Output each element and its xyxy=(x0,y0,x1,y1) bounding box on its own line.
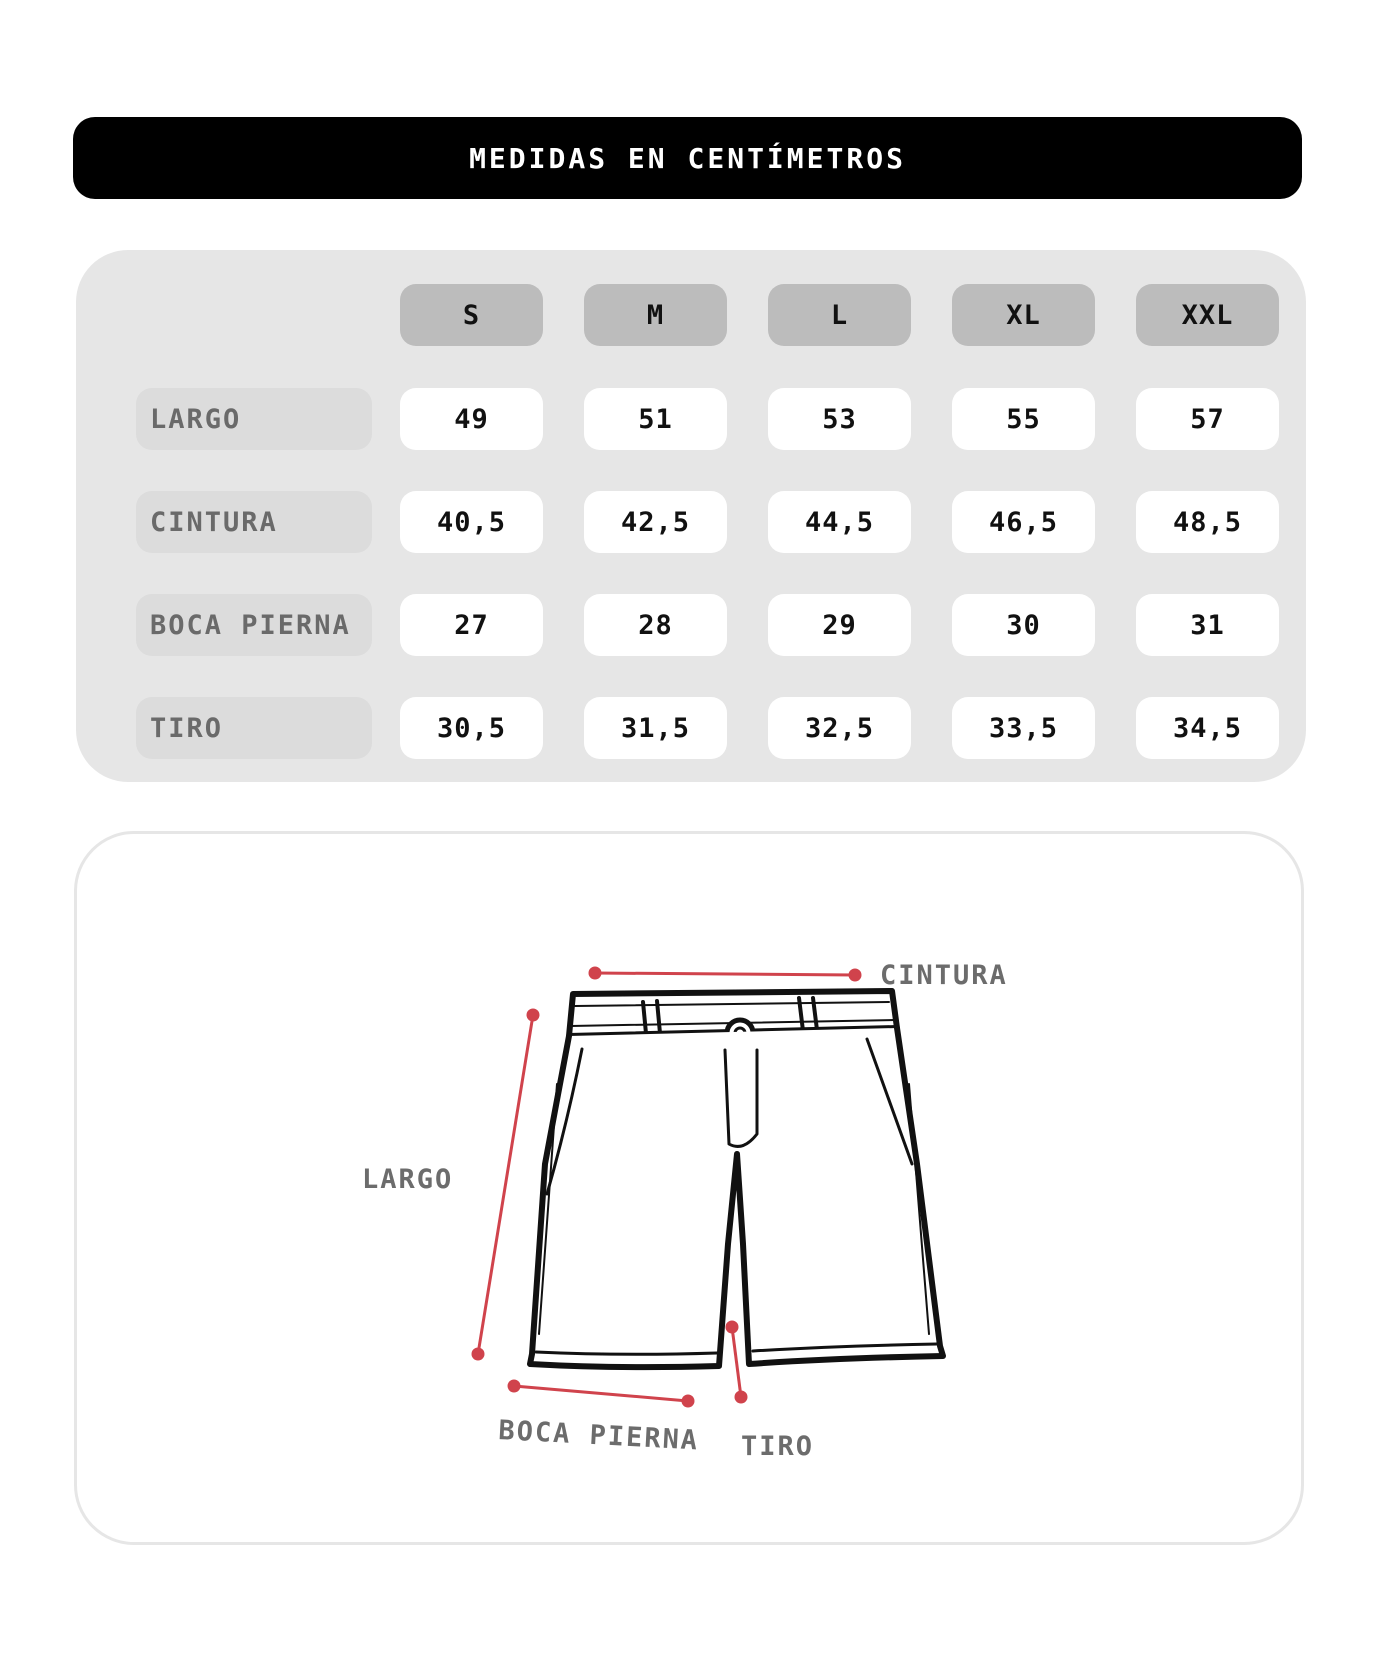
table-cell: 34,5 xyxy=(1136,697,1279,759)
table-cell: 49 xyxy=(400,388,543,450)
measurement-diagram xyxy=(74,831,1304,1545)
size-header-s: S xyxy=(400,284,543,346)
row-label-largo: LARGO xyxy=(136,388,372,450)
table-cell: 44,5 xyxy=(768,491,911,553)
size-header-l: L xyxy=(768,284,911,346)
row-label-cintura: CINTURA xyxy=(136,491,372,553)
table-cell: 46,5 xyxy=(952,491,1095,553)
table-cell: 31,5 xyxy=(584,697,727,759)
table-cell: 32,5 xyxy=(768,697,911,759)
table-cell: 42,5 xyxy=(584,491,727,553)
diagram-label-tiro: TIRO xyxy=(741,1431,815,1462)
table-cell: 33,5 xyxy=(952,697,1095,759)
measure-line-largo xyxy=(473,1010,538,1359)
size-header-m: M xyxy=(584,284,727,346)
table-cell: 30,5 xyxy=(400,697,543,759)
table-cell: 28 xyxy=(584,594,727,656)
diagram-label-boca-pierna: BOCA PIERNA xyxy=(497,1415,700,1457)
measure-line-boca-pierna xyxy=(509,1381,693,1406)
table-cell: 29 xyxy=(768,594,911,656)
table-cell: 48,5 xyxy=(1136,491,1279,553)
measure-line-tiro xyxy=(727,1322,746,1402)
shorts-icon xyxy=(530,991,943,1367)
table-cell: 57 xyxy=(1136,388,1279,450)
diagram-canvas xyxy=(77,834,1301,1542)
table-cell: 27 xyxy=(400,594,543,656)
table-cell: 55 xyxy=(952,388,1095,450)
size-header-xl: XL xyxy=(952,284,1095,346)
diagram-label-largo: LARGO xyxy=(362,1164,454,1195)
page-title: MEDIDAS EN CENTÍMETROS xyxy=(469,141,906,175)
size-header-xxl: XXL xyxy=(1136,284,1279,346)
table-cell: 30 xyxy=(952,594,1095,656)
table-cell: 53 xyxy=(768,388,911,450)
table-cell: 31 xyxy=(1136,594,1279,656)
table-cell: 40,5 xyxy=(400,491,543,553)
diagram-label-cintura: CINTURA xyxy=(880,960,1008,991)
measure-line-cintura xyxy=(590,968,860,980)
row-label-boca-pierna: BOCA PIERNA xyxy=(136,594,372,656)
table-cell: 51 xyxy=(584,388,727,450)
row-label-tiro: TIRO xyxy=(136,697,372,759)
title-bar xyxy=(73,117,1302,199)
size-table xyxy=(76,250,1306,782)
